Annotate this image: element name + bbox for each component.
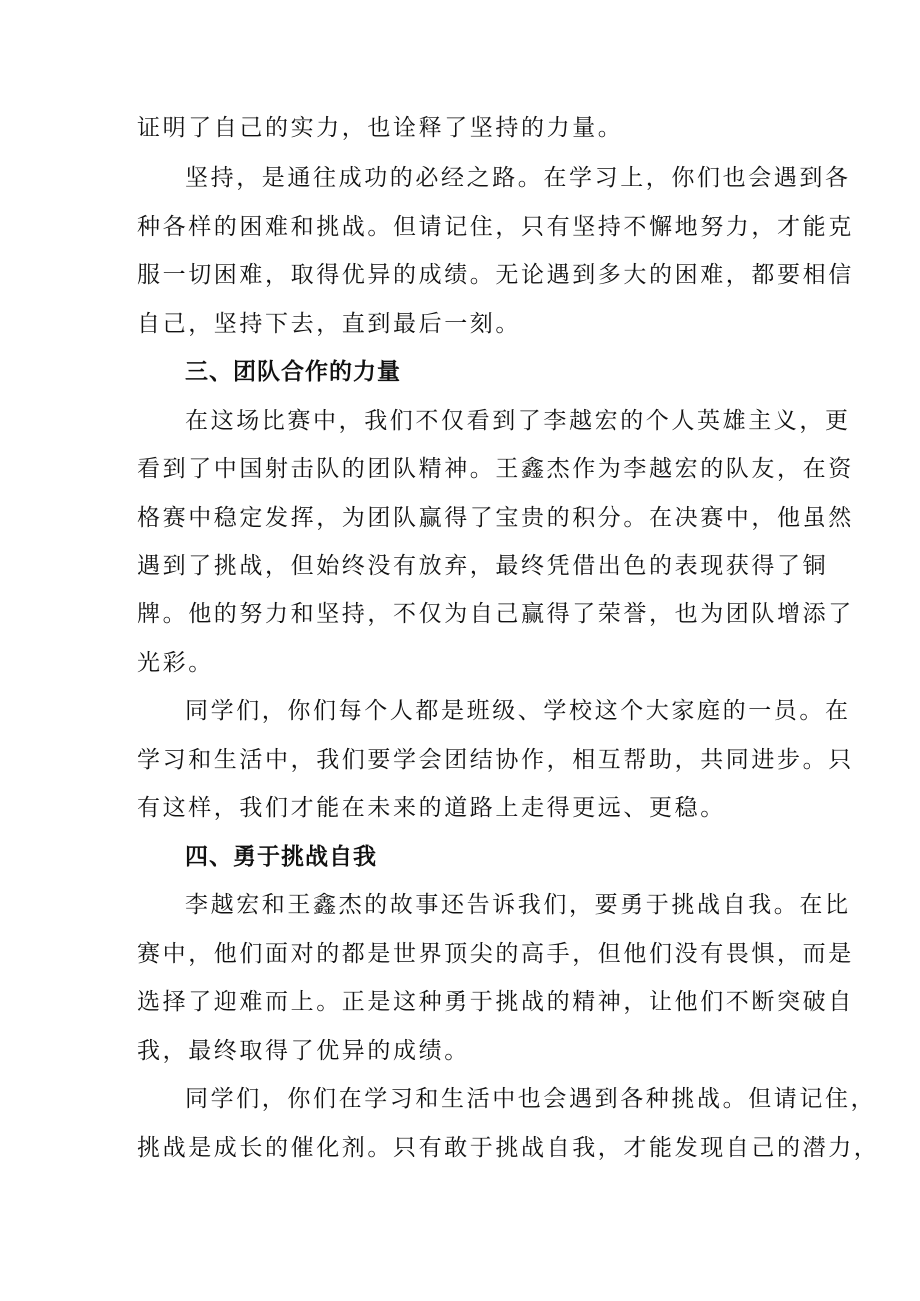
- paragraph-first-line: 同学们，你们在学习和生活中也会遇到各种挑战。但请记住，: [185, 1086, 877, 1112]
- text-line: 挑战是成长的催化剂。只有敢于挑战自我，才能发现自己的潜力，: [137, 1135, 880, 1161]
- text-line: 我，最终取得了优异的成绩。: [137, 1038, 470, 1064]
- text-line: 有这样，我们才能在未来的道路上走得更远、更稳。: [137, 795, 726, 821]
- text-line: 证明了自己的实力，也诠释了坚持的力量。: [137, 115, 624, 141]
- paragraph-first-line: 坚持，是通往成功的必经之路。在学习上，你们也会遇到各: [185, 165, 851, 191]
- paragraph-first-line: 李越宏和王鑫杰的故事还告诉我们，要勇于挑战自我。在比: [185, 892, 851, 918]
- section-heading: 三、团队合作的力量: [185, 359, 401, 385]
- text-line: 服一切困难，取得优异的成绩。无论遇到多大的困难，都要相信: [137, 262, 854, 288]
- text-line: 遇到了挑战，但始终没有放弃，最终凭借出色的表现获得了铜: [137, 553, 829, 579]
- text-line: 选择了迎难而上。正是这种勇于挑战的精神，让他们不断突破自: [137, 989, 854, 1015]
- text-line: 学习和生活中，我们要学会团结协作，相互帮助，共同进步。只: [137, 747, 854, 773]
- text-line: 格赛中稳定发挥，为团队赢得了宝贵的积分。在决赛中，他虽然: [137, 505, 854, 531]
- paragraph-first-line: 同学们，你们每个人都是班级、学校这个大家庭的一员。在: [185, 698, 851, 724]
- text-line: 光彩。: [137, 650, 214, 676]
- text-line: 种各样的困难和挑战。但请记住，只有坚持不懈地努力，才能克: [137, 214, 854, 240]
- text-line: 自己，坚持下去，直到最后一刻。: [137, 311, 521, 337]
- text-line: 赛中，他们面对的都是世界顶尖的高手，但他们没有畏惧，而是: [137, 941, 854, 967]
- section-heading: 四、勇于挑战自我: [185, 844, 377, 870]
- text-line: 看到了中国射击队的团队精神。王鑫杰作为李越宏的队友，在资: [137, 456, 854, 482]
- paragraph-first-line: 在这场比赛中，我们不仅看到了李越宏的个人英雄主义，更: [185, 408, 851, 434]
- text-line: 牌。他的努力和坚持，不仅为自己赢得了荣誉，也为团队增添了: [137, 601, 854, 627]
